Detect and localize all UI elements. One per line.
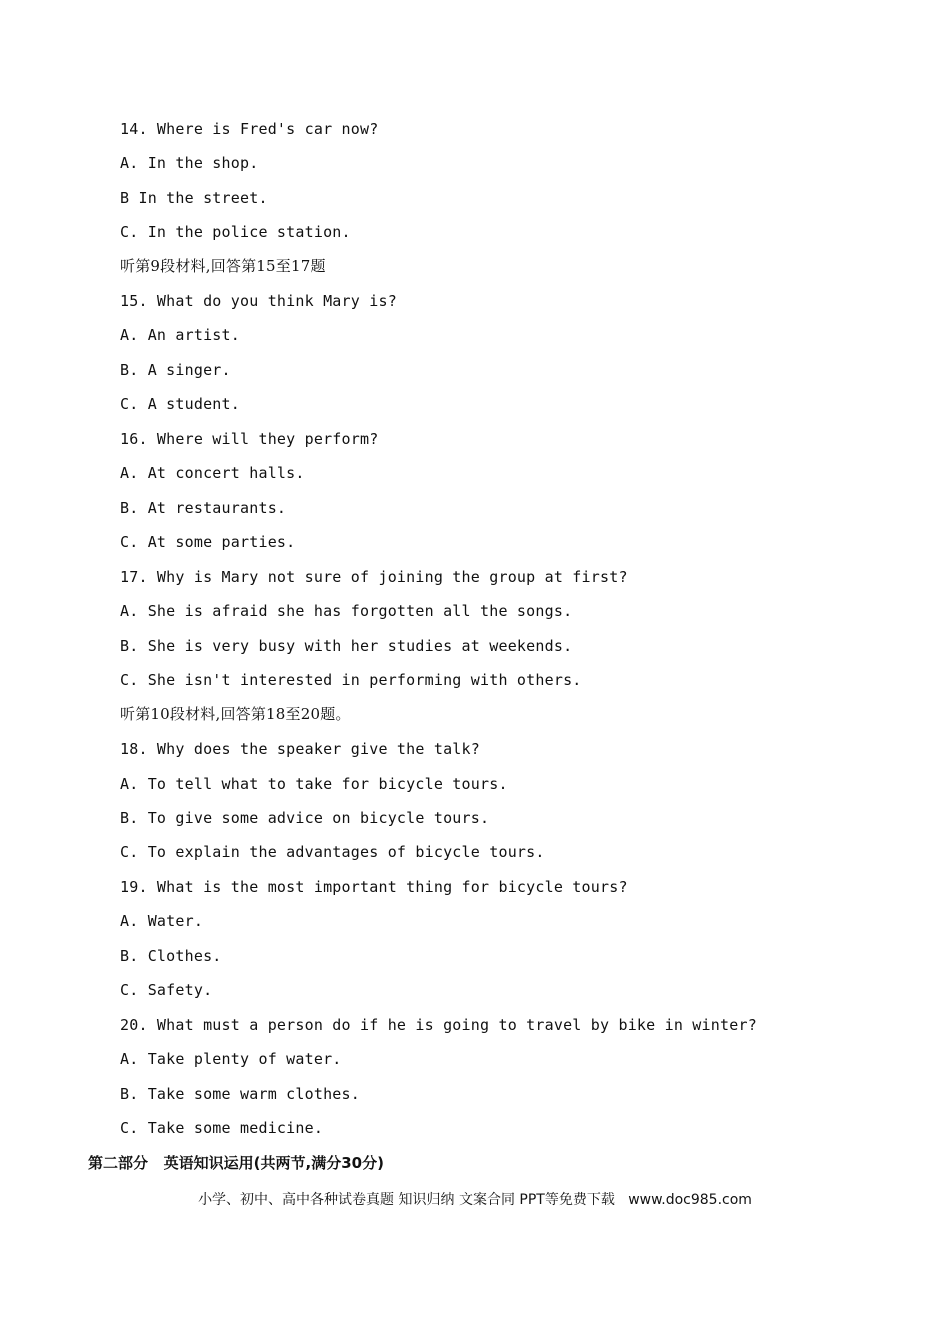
option-16-b: B. At restaurants.: [120, 499, 287, 517]
page-footer: 小学、初中、高中各种试卷真题 知识归纳 文案合同 PPT等免费下载 www.doc985.com: [198, 1192, 752, 1208]
option-14-b: B In the street.: [120, 189, 268, 207]
option-20-b: B. Take some warm clothes.: [120, 1085, 360, 1103]
option-19-c: C. Safety.: [120, 981, 213, 999]
question-15: 15. What do you think Mary is?: [120, 292, 397, 310]
question-16: 16. Where will they perform?: [120, 430, 379, 448]
option-15-c: C. A student.: [120, 395, 240, 413]
instruction-material-10: 听第10段材料,回答第18至20题。: [120, 705, 351, 723]
option-16-a: A. At concert halls.: [120, 464, 305, 482]
option-18-a: A. To tell what to take for bicycle tours.: [120, 775, 508, 793]
question-20: 20. What must a person do if he is going to travel by bike in winter?: [120, 1016, 757, 1034]
question-18: 18. Why does the speaker give the talk?: [120, 740, 480, 758]
question-19: 19. What is the most important thing for bicycle tours?: [120, 878, 628, 896]
option-18-c: C. To explain the advantages of bicycle tours.: [120, 843, 545, 861]
option-20-a: A. Take plenty of water.: [120, 1050, 342, 1068]
option-18-b: B. To give some advice on bicycle tours.: [120, 809, 490, 827]
option-14-a: A. In the shop.: [120, 154, 259, 172]
question-17: 17. Why is Mary not sure of joining the group at first?: [120, 568, 628, 586]
option-20-c: C. Take some medicine.: [120, 1119, 324, 1137]
instruction-material-9: 听第9段材料,回答第15至17题: [120, 257, 326, 275]
option-17-b: B. She is very busy with her studies at weekends.: [120, 637, 573, 655]
option-19-a: A. Water.: [120, 912, 204, 930]
section-heading: 第二部分 英语知识运用(共两节,满分30分): [88, 1154, 384, 1172]
option-15-a: A. An artist.: [120, 326, 240, 344]
question-14: 14. Where is Fred's car now?: [120, 120, 379, 138]
option-17-a: A. She is afraid she has forgotten all the songs.: [120, 602, 573, 620]
option-15-b: B. A singer.: [120, 361, 231, 379]
option-16-c: C. At some parties.: [120, 533, 296, 551]
option-14-c: C. In the police station.: [120, 223, 351, 241]
option-19-b: B. Clothes.: [120, 947, 222, 965]
option-17-c: C. She isn't interested in performing with others.: [120, 671, 582, 689]
